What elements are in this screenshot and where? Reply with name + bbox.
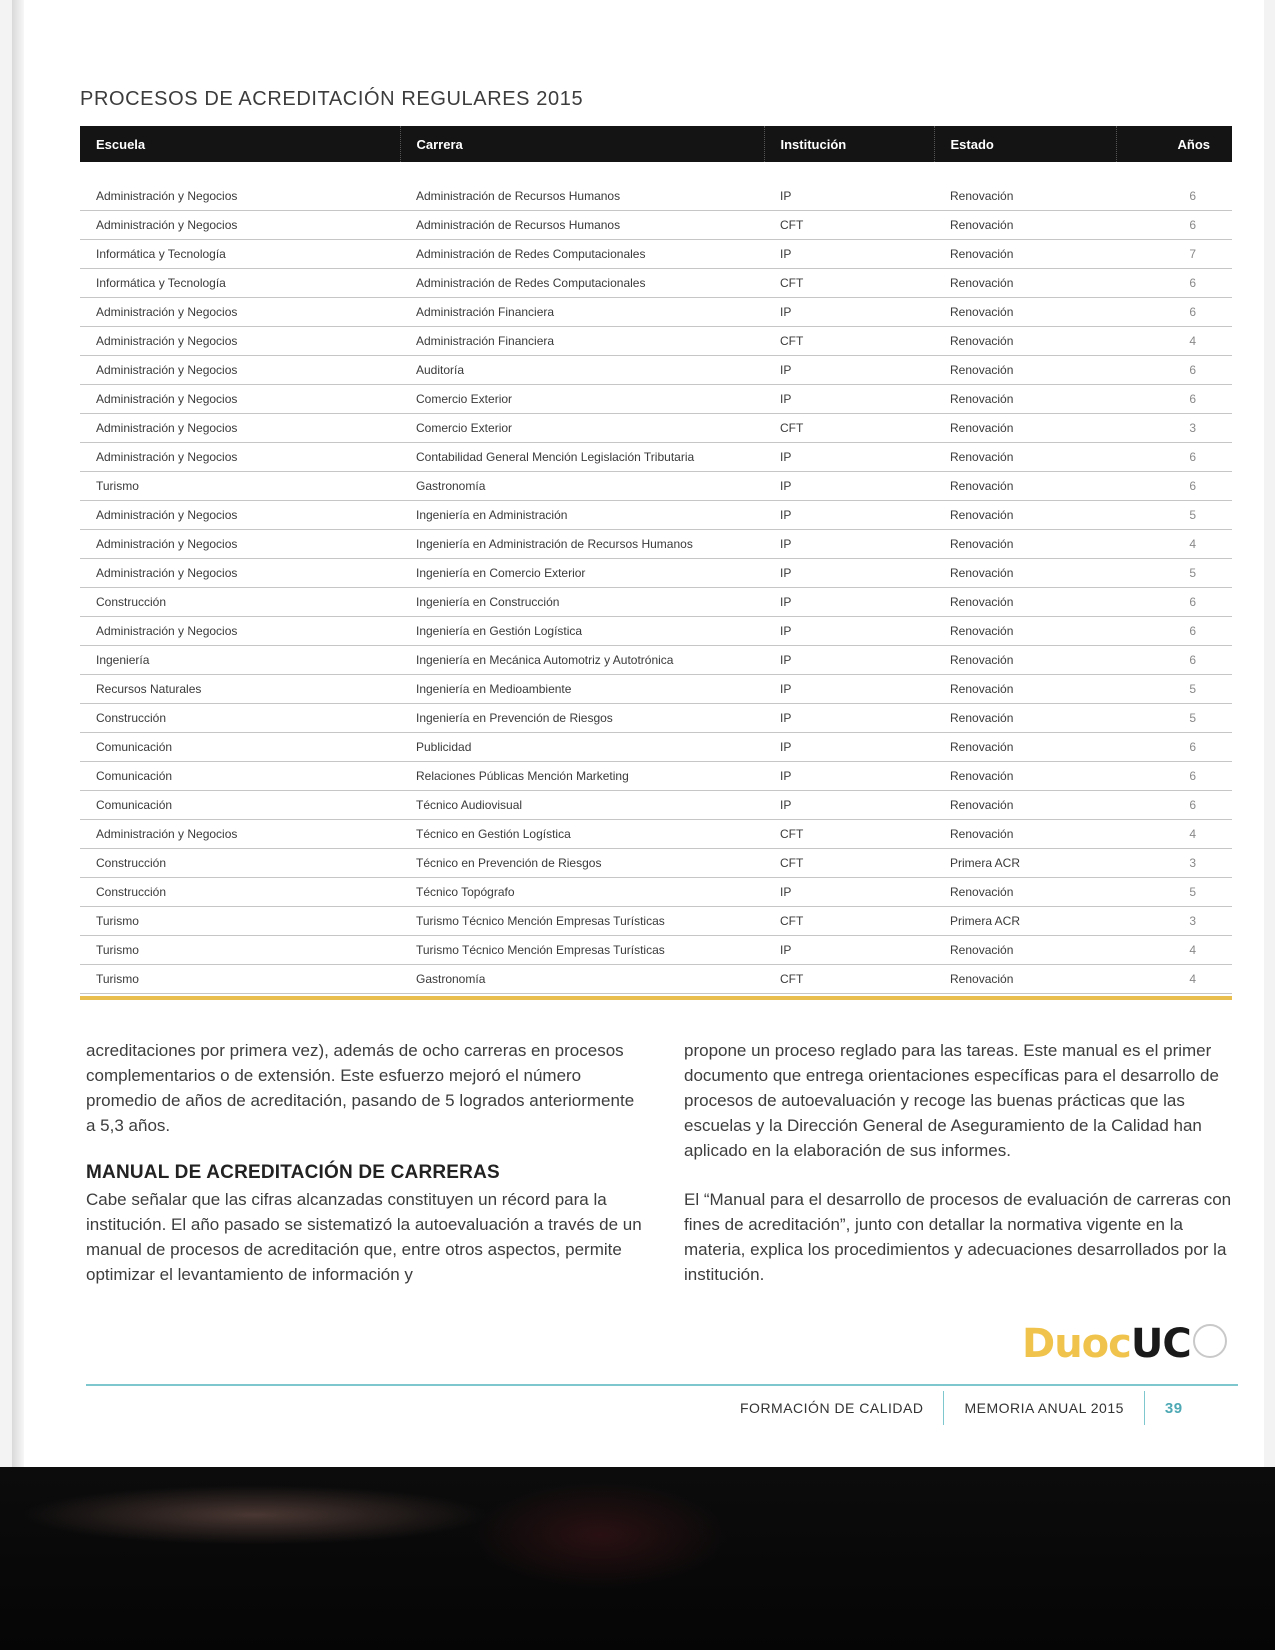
cell-carrera: Contabilidad General Mención Legislación Tributaria xyxy=(400,443,764,472)
cell-carrera: Turismo Técnico Mención Empresas Turísticas xyxy=(400,907,764,936)
cell-carrera: Administración de Recursos Humanos xyxy=(400,211,764,240)
cell-institucion: IP xyxy=(764,878,934,907)
cell-carrera: Técnico en Prevención de Riesgos xyxy=(400,849,764,878)
cell-escuela: Administración y Negocios xyxy=(80,356,400,385)
cell-institucion: CFT xyxy=(764,820,934,849)
cell-estado: Renovación xyxy=(934,327,1116,356)
footer-publication-label: MEMORIA ANUAL 2015 xyxy=(964,1400,1124,1416)
cell-estado: Renovación xyxy=(934,733,1116,762)
cell-estado: Renovación xyxy=(934,762,1116,791)
cell-institucion: IP xyxy=(764,559,934,588)
page-number: 39 xyxy=(1164,1399,1183,1417)
cell-institucion: IP xyxy=(764,762,934,791)
cell-anos: 6 xyxy=(1116,762,1232,791)
table-row xyxy=(80,472,1232,501)
table-body xyxy=(80,162,1232,994)
cell-carrera: Ingeniería en Construcción xyxy=(400,588,764,617)
cell-estado: Renovación xyxy=(934,936,1116,965)
cell-anos: 4 xyxy=(1116,530,1232,559)
accreditation-table xyxy=(80,126,1232,994)
cell-estado: Renovación xyxy=(934,298,1116,327)
cell-escuela: Comunicación xyxy=(80,733,400,762)
footer-rule xyxy=(86,1384,1238,1386)
table-bottom-rule xyxy=(80,996,1232,1000)
cell-institucion: IP xyxy=(764,530,934,559)
seal-icon xyxy=(1193,1324,1227,1358)
cell-escuela: Recursos Naturales xyxy=(80,675,400,704)
cell-escuela: Administración y Negocios xyxy=(80,211,400,240)
scan-artifact xyxy=(470,1480,730,1590)
cell-anos: 3 xyxy=(1116,414,1232,443)
page-edge-shadow xyxy=(12,0,24,1467)
cell-institucion: IP xyxy=(764,675,934,704)
cell-escuela: Administración y Negocios xyxy=(80,617,400,646)
cell-estado: Renovación xyxy=(934,211,1116,240)
cell-institucion: CFT xyxy=(764,907,934,936)
table-row xyxy=(80,820,1232,849)
cell-anos: 4 xyxy=(1116,936,1232,965)
table-row xyxy=(80,849,1232,878)
cell-escuela: Informática y Tecnología xyxy=(80,269,400,298)
cell-anos: 6 xyxy=(1116,182,1232,211)
cell-estado: Renovación xyxy=(934,820,1116,849)
cell-institucion: IP xyxy=(764,588,934,617)
cell-carrera: Ingeniería en Comercio Exterior xyxy=(400,559,764,588)
cell-escuela: Turismo xyxy=(80,936,400,965)
cell-carrera: Administración de Redes Computacionales xyxy=(400,240,764,269)
cell-anos: 4 xyxy=(1116,965,1232,994)
table-row xyxy=(80,559,1232,588)
cell-estado: Renovación xyxy=(934,530,1116,559)
cell-estado: Primera ACR xyxy=(934,849,1116,878)
cell-carrera: Gastronomía xyxy=(400,965,764,994)
cell-escuela: Administración y Negocios xyxy=(80,820,400,849)
cell-institucion: IP xyxy=(764,443,934,472)
table-row xyxy=(80,414,1232,443)
cell-estado: Renovación xyxy=(934,269,1116,298)
table-row xyxy=(80,385,1232,414)
scan-artifact xyxy=(20,1485,490,1545)
cell-estado: Renovación xyxy=(934,501,1116,530)
cell-institucion: IP xyxy=(764,240,934,269)
table-row xyxy=(80,298,1232,327)
cell-escuela: Administración y Negocios xyxy=(80,327,400,356)
table-row xyxy=(80,269,1232,298)
cell-carrera: Ingeniería en Medioambiente xyxy=(400,675,764,704)
cell-escuela: Ingeniería xyxy=(80,646,400,675)
cell-escuela: Construcción xyxy=(80,878,400,907)
cell-anos: 6 xyxy=(1116,443,1232,472)
cell-institucion: CFT xyxy=(764,965,934,994)
cell-anos: 6 xyxy=(1116,298,1232,327)
cell-estado: Renovación xyxy=(934,356,1116,385)
cell-estado: Renovación xyxy=(934,443,1116,472)
table-title: PROCESOS DE ACREDITACIÓN REGULARES 2015 xyxy=(80,88,584,110)
cell-anos: 5 xyxy=(1116,501,1232,530)
page-footer xyxy=(740,1388,1183,1428)
body-paragraph: Cabe señalar que las cifras alcanzadas constituyen un récord para la institución. El año pasado se sistematizó la autoevaluación a través de un manual de procesos de acreditación que, entre otros aspectos, permite optimizar el levantamiento de información y xyxy=(86,1190,642,1284)
left-text-column xyxy=(86,1038,646,1287)
cell-estado: Primera ACR xyxy=(934,907,1116,936)
cell-escuela: Administración y Negocios xyxy=(80,298,400,327)
cell-institucion: CFT xyxy=(764,414,934,443)
cell-carrera: Ingeniería en Gestión Logística xyxy=(400,617,764,646)
cell-carrera: Relaciones Públicas Mención Marketing xyxy=(400,762,764,791)
section-heading: MANUAL DE ACREDITACIÓN DE CARRERAS xyxy=(86,1162,500,1183)
cell-anos: 6 xyxy=(1116,269,1232,298)
table-row xyxy=(80,617,1232,646)
cell-escuela: Administración y Negocios xyxy=(80,559,400,588)
cell-escuela: Administración y Negocios xyxy=(80,414,400,443)
cell-anos: 4 xyxy=(1116,820,1232,849)
body-paragraph: acreditaciones por primera vez), además de ocho carreras en procesos complementarios o de extensión. Este esfuerzo mejoró el número promedio de años de acreditación, pasando de 5 logrados anteriormente a 5,3 años. xyxy=(86,1041,635,1135)
cell-institucion: CFT xyxy=(764,211,934,240)
column-header-carrera: Carrera xyxy=(400,126,764,162)
table-header-row xyxy=(80,126,1232,162)
cell-institucion: IP xyxy=(764,356,934,385)
table-row xyxy=(80,327,1232,356)
cell-institucion: IP xyxy=(764,733,934,762)
cell-escuela: Construcción xyxy=(80,588,400,617)
cell-estado: Renovación xyxy=(934,675,1116,704)
logo-text-duoc: Duoc xyxy=(1022,1321,1131,1367)
body-paragraph: propone un proceso reglado para las tareas. Este manual es el primer documento que entrega orientaciones específicas para el desarrollo de procesos de autoevaluación y recoge las buenas prácticas que las escuelas y la Dirección General de Aseguramiento de la Calidad han aplicado en la elaboración de sus informes. xyxy=(684,1041,1219,1160)
column-header-institucion: Institución xyxy=(764,126,934,162)
cell-estado: Renovación xyxy=(934,588,1116,617)
table-row xyxy=(80,733,1232,762)
cell-institucion: IP xyxy=(764,298,934,327)
cell-carrera: Ingeniería en Administración xyxy=(400,501,764,530)
cell-institucion: IP xyxy=(764,182,934,211)
cell-institucion: CFT xyxy=(764,849,934,878)
column-header-escuela: Escuela xyxy=(80,126,400,162)
cell-estado: Renovación xyxy=(934,240,1116,269)
cell-carrera: Publicidad xyxy=(400,733,764,762)
cell-anos: 6 xyxy=(1116,646,1232,675)
cell-anos: 6 xyxy=(1116,211,1232,240)
cell-carrera: Técnico Topógrafo xyxy=(400,878,764,907)
cell-anos: 5 xyxy=(1116,878,1232,907)
table-row xyxy=(80,588,1232,617)
cell-carrera: Administración de Redes Computacionales xyxy=(400,269,764,298)
column-header-estado: Estado xyxy=(934,126,1116,162)
cell-escuela: Administración y Negocios xyxy=(80,530,400,559)
cell-escuela: Turismo xyxy=(80,965,400,994)
cell-escuela: Comunicación xyxy=(80,762,400,791)
cell-estado: Renovación xyxy=(934,472,1116,501)
cell-institucion: IP xyxy=(764,472,934,501)
cell-anos: 3 xyxy=(1116,907,1232,936)
footer-separator xyxy=(1144,1391,1145,1425)
table-row xyxy=(80,501,1232,530)
cell-institucion: IP xyxy=(764,617,934,646)
cell-estado: Renovación xyxy=(934,559,1116,588)
cell-carrera: Técnico Audiovisual xyxy=(400,791,764,820)
cell-estado: Renovación xyxy=(934,704,1116,733)
cell-estado: Renovación xyxy=(934,182,1116,211)
footer-separator xyxy=(943,1391,944,1425)
table-row xyxy=(80,356,1232,385)
cell-anos: 3 xyxy=(1116,849,1232,878)
cell-carrera: Turismo Técnico Mención Empresas Turísticas xyxy=(400,936,764,965)
cell-escuela: Administración y Negocios xyxy=(80,182,400,211)
cell-anos: 5 xyxy=(1116,704,1232,733)
cell-institucion: CFT xyxy=(764,327,934,356)
table-row xyxy=(80,762,1232,791)
cell-carrera: Gastronomía xyxy=(400,472,764,501)
cell-institucion: IP xyxy=(764,501,934,530)
table-row xyxy=(80,443,1232,472)
cell-anos: 6 xyxy=(1116,385,1232,414)
cell-anos: 5 xyxy=(1116,559,1232,588)
cell-carrera: Administración de Recursos Humanos xyxy=(400,182,764,211)
cell-institucion: IP xyxy=(764,704,934,733)
cell-anos: 4 xyxy=(1116,327,1232,356)
cell-escuela: Administración y Negocios xyxy=(80,443,400,472)
table-row xyxy=(80,530,1232,559)
cell-escuela: Turismo xyxy=(80,472,400,501)
cell-anos: 7 xyxy=(1116,240,1232,269)
duoc-uc-logo xyxy=(1022,1316,1227,1372)
cell-escuela: Turismo xyxy=(80,907,400,936)
cell-carrera: Ingeniería en Administración de Recursos Humanos xyxy=(400,530,764,559)
table-row xyxy=(80,936,1232,965)
cell-anos: 6 xyxy=(1116,617,1232,646)
table-row xyxy=(80,878,1232,907)
cell-institucion: IP xyxy=(764,385,934,414)
cell-carrera: Comercio Exterior xyxy=(400,414,764,443)
table-spacer xyxy=(80,162,1232,182)
cell-anos: 6 xyxy=(1116,733,1232,762)
cell-institucion: IP xyxy=(764,646,934,675)
cell-anos: 6 xyxy=(1116,791,1232,820)
table-row xyxy=(80,182,1232,211)
cell-escuela: Construcción xyxy=(80,704,400,733)
cell-institucion: CFT xyxy=(764,269,934,298)
cell-escuela: Administración y Negocios xyxy=(80,501,400,530)
table-row xyxy=(80,211,1232,240)
cell-carrera: Ingeniería en Prevención de Riesgos xyxy=(400,704,764,733)
cell-anos: 6 xyxy=(1116,356,1232,385)
cell-carrera: Ingeniería en Mecánica Automotriz y Autotrónica xyxy=(400,646,764,675)
accreditation-table-container xyxy=(80,126,1232,1000)
right-text-column xyxy=(684,1038,1244,1287)
cell-institucion: IP xyxy=(764,936,934,965)
cell-carrera: Comercio Exterior xyxy=(400,385,764,414)
cell-anos: 6 xyxy=(1116,588,1232,617)
cell-estado: Renovación xyxy=(934,878,1116,907)
logo-text-uc: UC xyxy=(1130,1321,1191,1367)
cell-carrera: Auditoría xyxy=(400,356,764,385)
table-row xyxy=(80,907,1232,936)
cell-carrera: Administración Financiera xyxy=(400,298,764,327)
cell-estado: Renovación xyxy=(934,385,1116,414)
column-header-anos: Años xyxy=(1116,126,1232,162)
cell-anos: 6 xyxy=(1116,472,1232,501)
cell-institucion: IP xyxy=(764,791,934,820)
cell-estado: Renovación xyxy=(934,646,1116,675)
cell-escuela: Informática y Tecnología xyxy=(80,240,400,269)
table-row xyxy=(80,965,1232,994)
cell-escuela: Comunicación xyxy=(80,791,400,820)
cell-anos: 5 xyxy=(1116,675,1232,704)
cell-estado: Renovación xyxy=(934,791,1116,820)
spacer-cell xyxy=(80,162,1232,182)
table-row xyxy=(80,675,1232,704)
cell-escuela: Administración y Negocios xyxy=(80,385,400,414)
table-row xyxy=(80,646,1232,675)
table-row xyxy=(80,704,1232,733)
table-row xyxy=(80,240,1232,269)
cell-estado: Renovación xyxy=(934,617,1116,646)
cell-estado: Renovación xyxy=(934,965,1116,994)
body-paragraph: El “Manual para el desarrollo de procesos de evaluación de carreras con fines de acreditación”, junto con detallar la normativa vigente en la materia, explica los procedimientos y adecuaciones desarrollados por la institución. xyxy=(684,1190,1232,1284)
cell-estado: Renovación xyxy=(934,414,1116,443)
footer-section-label: FORMACIÓN DE CALIDAD xyxy=(740,1400,924,1416)
cell-carrera: Técnico en Gestión Logística xyxy=(400,820,764,849)
cell-carrera: Administración Financiera xyxy=(400,327,764,356)
table-row xyxy=(80,791,1232,820)
cell-escuela: Construcción xyxy=(80,849,400,878)
